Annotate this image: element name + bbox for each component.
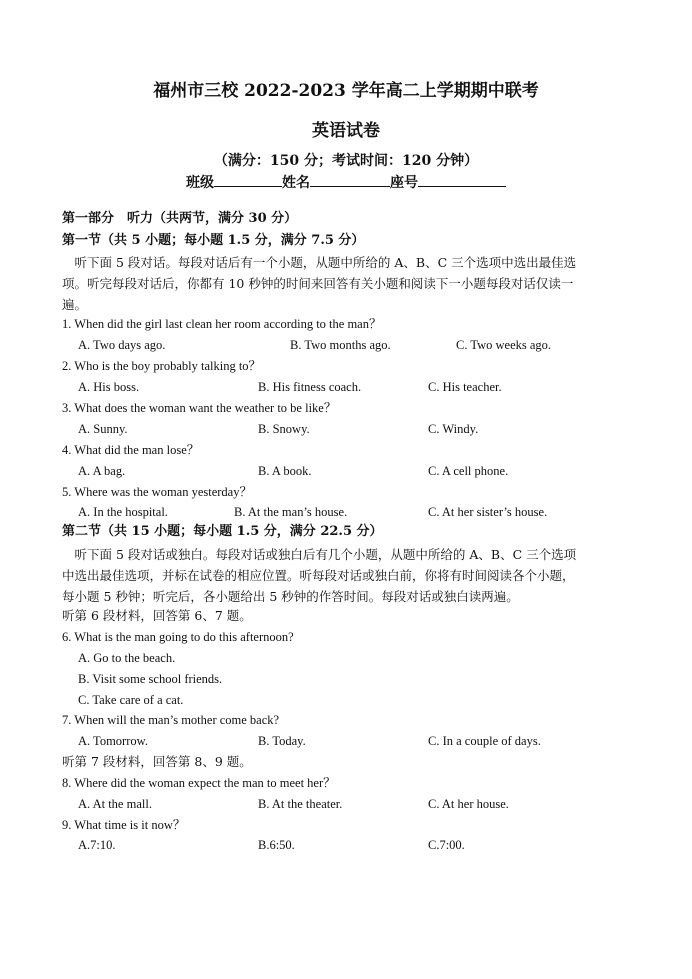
q9-option-a[interactable]: A.7:10. <box>78 838 116 852</box>
q2-option-c[interactable]: C. His teacher. <box>428 380 502 394</box>
instruction-line: 每小题 5 秒钟；听完后，各小题给出 5 秒钟的作答时间。每段对话或独白读两遍。 <box>62 589 519 604</box>
question-3: 3. What does the woman want the weather to be like？ <box>62 401 337 415</box>
exam-info: （满分：150 分；考试时间：120 分钟） <box>213 153 479 169</box>
q3-option-a[interactable]: A. Sunny. <box>78 422 128 436</box>
seat-blank[interactable] <box>418 174 506 187</box>
q6-option-a[interactable]: A. Go to the beach. <box>78 651 176 665</box>
section2-heading: 第二节（共 15 小题；每小题 1.5 分，满分 22.5 分） <box>62 524 383 539</box>
q8-option-c[interactable]: C. At her house. <box>428 797 509 811</box>
q5-option-b[interactable]: B. At the man’s house. <box>234 505 348 519</box>
question-4: 4. What did the man lose？ <box>62 443 200 457</box>
question-5: 5. Where was the woman yesterday？ <box>62 485 252 499</box>
q8-option-b[interactable]: B. At the theater. <box>258 797 343 811</box>
q7-option-a[interactable]: A. Tomorrow. <box>78 734 148 748</box>
instruction-line: 中选出最佳选项，并标在试卷的相应位置。听每段对话或独白前，你将有时间阅读各个小题， <box>62 568 575 583</box>
q8-option-a[interactable]: A. At the mall. <box>78 797 152 811</box>
question-2: 2. Who is the boy probably talking to？ <box>62 359 262 373</box>
class-blank[interactable] <box>214 174 282 187</box>
q1-option-a[interactable]: A. Two days ago. <box>78 338 166 352</box>
q2-option-a[interactable]: A. His boss. <box>78 380 140 394</box>
name-blank[interactable] <box>310 174 390 187</box>
section1-heading: 第一节（共 5 小题；每小题 1.5 分，满分 7.5 分） <box>62 233 365 248</box>
q5-option-a[interactable]: A. In the hospital. <box>78 505 168 519</box>
q7-option-b[interactable]: B. Today. <box>258 734 306 748</box>
q6-option-b[interactable]: B. Visit some school friends. <box>78 672 223 686</box>
q9-option-c[interactable]: C.7:00. <box>428 838 465 852</box>
material-6-note: 听第 6 段材料，回答第 6、7 题。 <box>62 608 252 623</box>
q5-option-c[interactable]: C. At her sister’s house. <box>428 505 548 519</box>
part1-heading: 第一部分 听力（共两节，满分 30 分） <box>62 211 298 226</box>
class-label: 班级 <box>186 175 214 191</box>
q3-option-b[interactable]: B. Snowy. <box>258 422 310 436</box>
exam-title: 福州市三校 2022-2023 学年高二上学期期中联考 <box>153 81 539 101</box>
section1-instructions <box>62 252 632 315</box>
material-7-note: 听第 7 段材料，回答第 8、9 题。 <box>62 754 252 769</box>
seat-label: 座号 <box>390 175 418 191</box>
instruction-line: 听下面 5 段对话。每段对话后有一个小题，从题中所给的 A、B、C 三个选项中选出最佳选 <box>62 255 577 270</box>
exam-subtitle: 英语试卷 <box>312 121 380 141</box>
q1-option-c[interactable]: C. Two weeks ago. <box>456 338 552 352</box>
question-9: 9. What time is it now？ <box>62 818 186 832</box>
q4-option-b[interactable]: B. A book. <box>258 464 312 478</box>
q7-option-c[interactable]: C. In a couple of days. <box>428 734 541 748</box>
instruction-line: 遍。 <box>62 297 88 312</box>
instruction-line: 听下面 5 段对话或独白。每段对话或独白后有几个小题，从题中所给的 A、B、C 三个选项 <box>62 547 577 562</box>
name-label: 姓名 <box>282 175 310 191</box>
student-fields <box>0 172 692 192</box>
question-1: 1. When did the girl last clean her room according to the man？ <box>62 317 382 331</box>
q1-option-b[interactable]: B. Two months ago. <box>290 338 391 352</box>
section2-instructions <box>62 544 632 607</box>
q9-option-b[interactable]: B.6:50. <box>258 838 295 852</box>
q4-option-c[interactable]: C. A cell phone. <box>428 464 509 478</box>
question-8: 8. Where did the woman expect the man to meet her？ <box>62 776 336 790</box>
question-7: 7. When will the man’s mother come back? <box>62 713 280 727</box>
question-6: 6. What is the man going to do this afternoon? <box>62 630 294 644</box>
q4-option-a[interactable]: A. A bag. <box>78 464 126 478</box>
q6-option-c[interactable]: C. Take care of a cat. <box>78 693 184 707</box>
q3-option-c[interactable]: C. Windy. <box>428 422 479 436</box>
instruction-line: 项。听完每段对话后，你都有 10 秒钟的时间来回答有关小题和阅读下一小题每段对话仅读一 <box>62 276 574 291</box>
q2-option-b[interactable]: B. His fitness coach. <box>258 380 362 394</box>
